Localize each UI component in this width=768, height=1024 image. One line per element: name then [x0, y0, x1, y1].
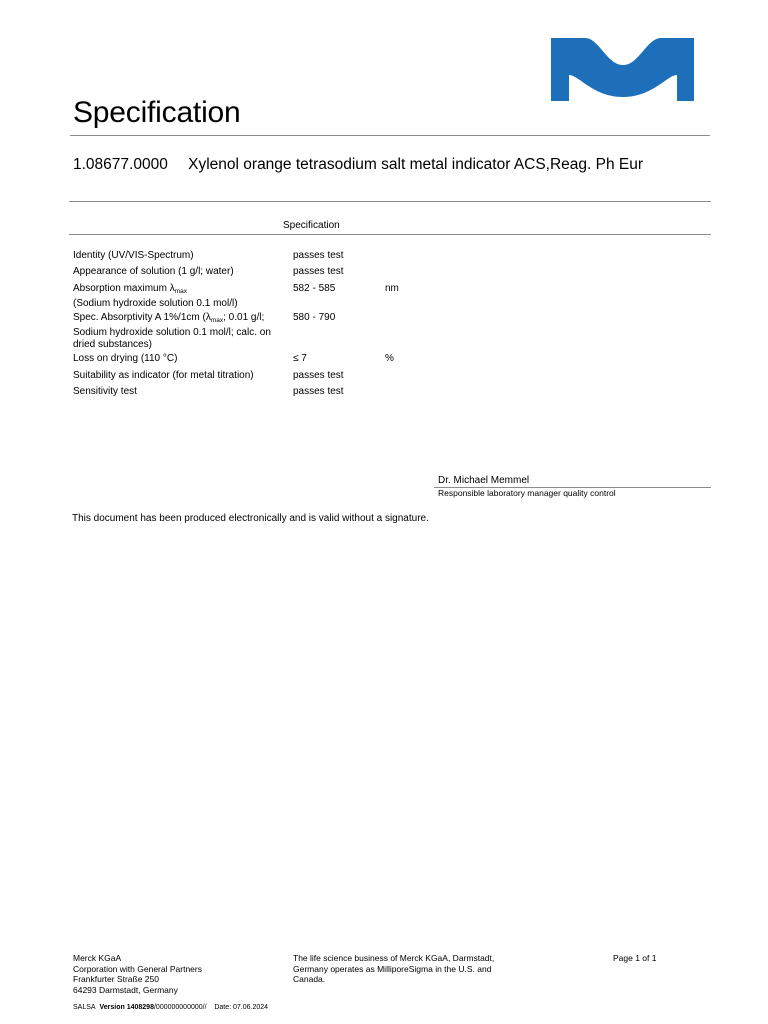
param-line-2: (Sodium hydroxide solution 0.1 mol/l) [73, 298, 238, 309]
param-value: ≤ 7 [293, 353, 307, 364]
footer-line: 64293 Darmstadt, Germany [73, 984, 178, 995]
param-value: passes test [293, 250, 344, 261]
param-line-1-suffix: ; 0.01 g/l; [223, 312, 265, 323]
param-line-1: Absorption maximum λ [73, 283, 175, 294]
column-header-specification: Specification [283, 220, 340, 231]
version-label: Version [99, 1004, 125, 1011]
footer-version-line [73, 1004, 268, 1011]
param-name: Sensitivity test [73, 386, 137, 397]
page-number: Page 1 of 1 [613, 953, 657, 963]
param-name [73, 312, 288, 351]
param-unit: nm [385, 283, 399, 294]
system-name: SALSA [73, 1004, 96, 1011]
footer-business-note [293, 953, 494, 985]
version-suffix: /000000000000// [153, 1004, 207, 1011]
footer-line: Canada. [293, 974, 326, 984]
param-line-1: Spec. Absorptivity A 1%/1cm (λ [73, 312, 211, 323]
param-value: 580 - 790 [293, 312, 336, 323]
merck-m-logo [549, 35, 696, 103]
signer-role: Responsible laboratory manager quality control [438, 488, 616, 498]
param-value: 582 - 585 [293, 283, 336, 294]
footer-line: The life science business of Merck KGaA, Darmstadt, [293, 953, 495, 963]
product-divider [69, 201, 711, 202]
logo-shape [551, 38, 694, 101]
footer-company [73, 953, 202, 995]
param-value: passes test [293, 370, 344, 381]
footer-line: Frankfurter Straße 250 [73, 974, 159, 984]
date-label: Date: [214, 1004, 232, 1011]
param-name: Identity (UV/VIS-Spectrum) [73, 250, 194, 261]
product-code: 1.08677.0000 [73, 156, 168, 173]
param-line-3: dried substances) [73, 339, 152, 350]
param-name: Loss on drying (110 °C) [73, 353, 178, 364]
footer-line: Merck KGaA [73, 953, 122, 963]
param-value: passes test [293, 386, 344, 397]
param-name: Suitability as indicator (for metal titration) [73, 370, 254, 381]
date-value: 07.06.2024 [233, 1004, 269, 1011]
version-number: 1408298 [126, 1004, 154, 1011]
title-divider [70, 135, 710, 136]
electronic-notice: This document has been produced electronically and is valid without a signature. [72, 513, 429, 524]
param-value: passes test [293, 266, 344, 277]
signer-name: Dr. Michael Memmel [438, 475, 530, 486]
param-name [73, 283, 288, 310]
lambda-subscript: max [174, 288, 187, 295]
product-name: Xylenol orange tetrasodium salt metal indicator ACS,Reag. Ph Eur [188, 156, 644, 173]
param-name: Appearance of solution (1 g/l; water) [73, 266, 234, 277]
header-divider [69, 234, 711, 235]
param-unit: % [385, 353, 394, 364]
lambda-subscript: max [210, 317, 224, 324]
footer-line: Corporation with General Partners [73, 963, 202, 974]
param-line-2: Sodium hydroxide solution 0.1 mol/l; calc. on [73, 327, 271, 338]
footer-line: Germany operates as MilliporeSigma in the U.S. and [293, 963, 492, 974]
page-title: Specification [73, 96, 241, 129]
product-line [73, 156, 643, 174]
